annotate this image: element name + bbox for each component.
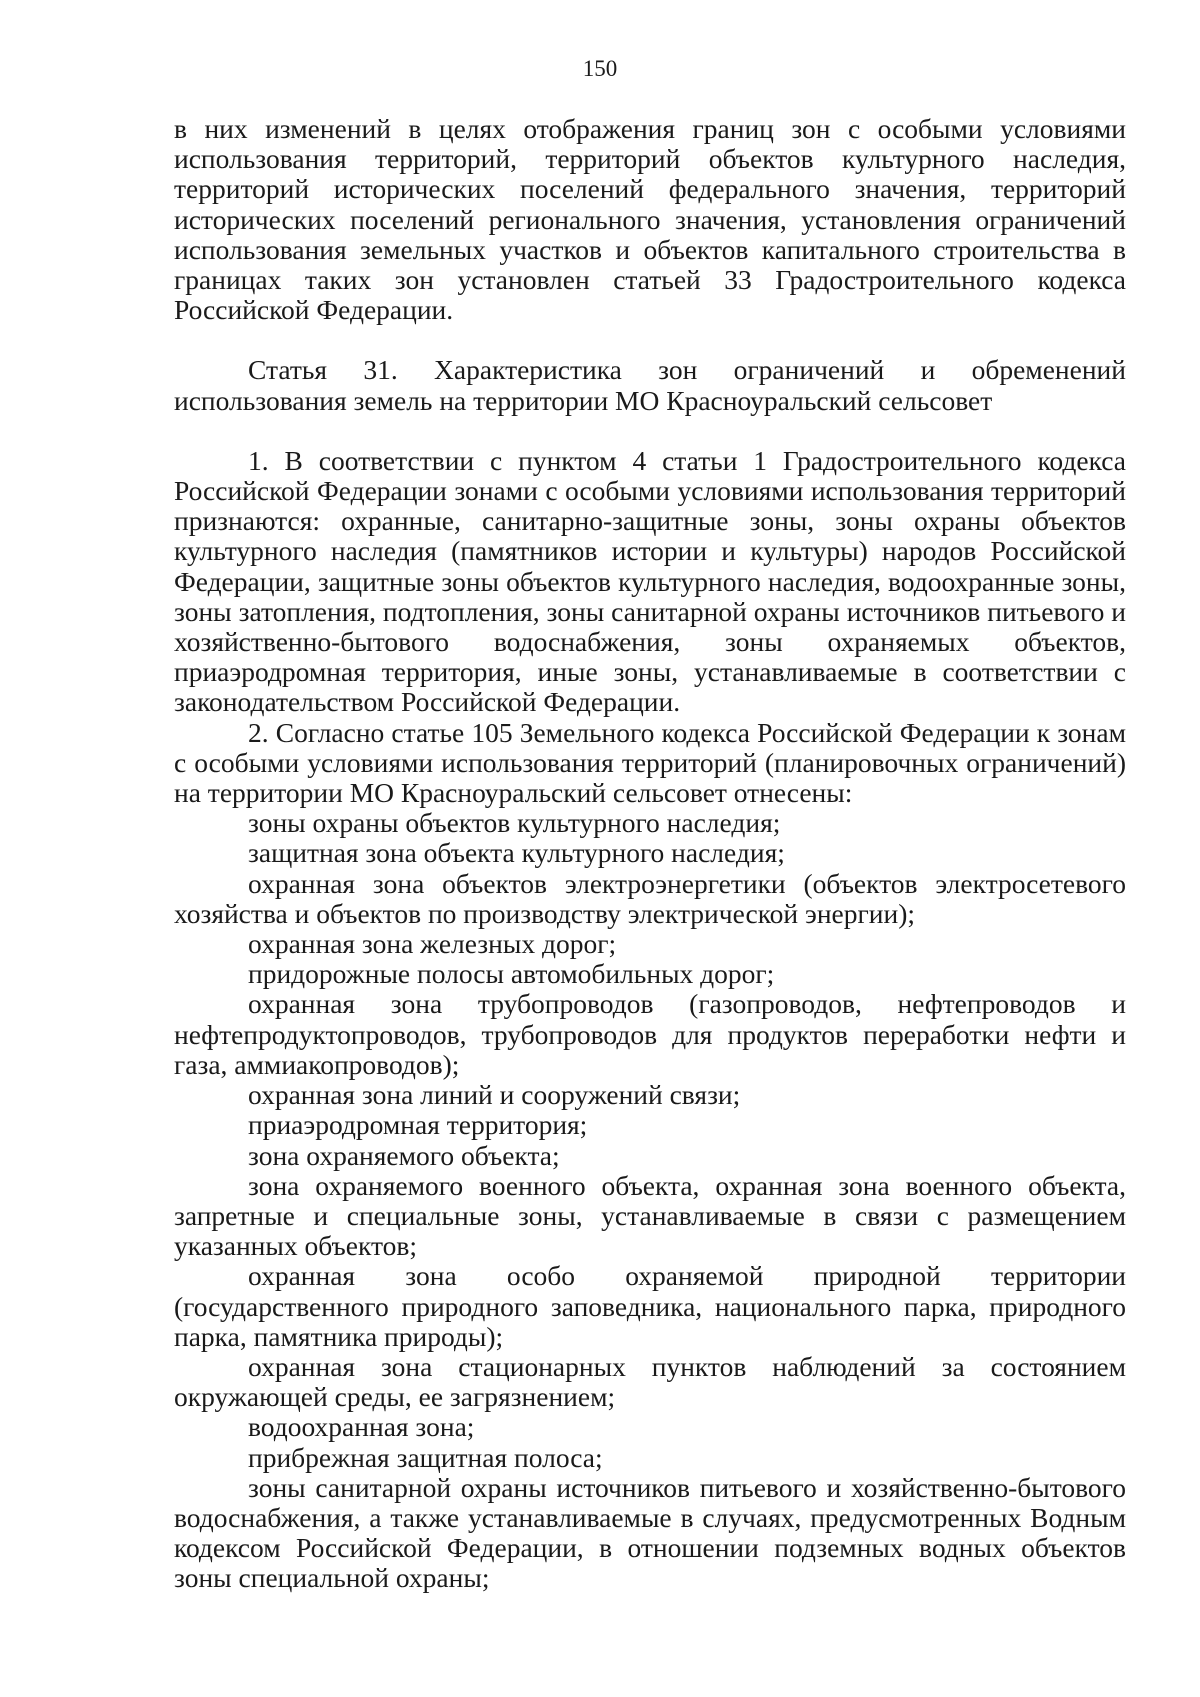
paragraph-continuation: в них изменений в целях отображения границ зон с особыми условиями использования территорий, территорий объектов культурного наследия, территорий исторических поселений федерального значения, территорий исторических поселений регионального значения, установления ограничений использования земельных участков и объектов капитального строительства в границах таких зон установлен статьей 33 Градостроительного кодекса Российской Федерации. <box>174 113 1126 326</box>
document-body <box>174 114 1126 1594</box>
list-item: охранная зона объектов электроэнергетики (объектов электросетевого хозяйства и объектов по производству электрической энергии); <box>174 867 1126 929</box>
list-item: прибрежная защитная полоса; <box>248 1441 603 1473</box>
paragraph-item-2: 2. Согласно статье 105 Земельного кодекса Российской Федерации к зонам с особыми условиями использования территорий (планировочных ограничений) на территории МО Красноуральский сельсовет отнесены: <box>174 716 1126 809</box>
list-item: зона охраняемого объекта; <box>248 1139 560 1171</box>
list-item: охранная зона железных дорог; <box>248 928 617 960</box>
article-heading: Статья 31. Характеристика зон ограничений и обременений использования земель на территории МО Красноуральский сельсовет <box>174 354 1126 416</box>
list-item: охранная зона особо охраняемой природной территории (государственного природного заповедника, национального парка, природного парка, памятника природы); <box>174 1260 1126 1352</box>
paragraph-item-1: 1. В соответствии с пунктом 4 статьи 1 Градостроительного кодекса Российской Федерации зонами с особыми условиями использования территорий признаются: охранные, санитарно-защитные зоны, зоны охраны объектов культурного наследия (памятников истории и культуры) народов Российской Федерации, защитные зоны объектов культурного наследия, водоохранные зоны, зоны затопления, подтопления, зоны санитарной охраны источников питьевого и хозяйственно-бытового водоснабжения, зоны охраняемых объектов, приаэродромная территория, иные зоны, устанавливаемые в соответствии с законодательством Российской Федерации. <box>174 444 1126 718</box>
list-item: водоохранная зона; <box>248 1411 475 1443</box>
list-item: охранная зона стационарных пунктов наблюдений за состоянием окружающей среды, ее загрязнением; <box>174 1350 1126 1413</box>
list-item: придорожные полосы автомобильных дорог; <box>248 958 775 990</box>
list-item: зоны санитарной охраны источников питьевого и хозяйственно-бытового водоснабжения, а также устанавливаемые в случаях, предусмотренных Водным кодексом Российской Федерации, в отношении подземных водных объектов зоны специальной охраны; <box>174 1471 1126 1594</box>
list-item: охранная зона трубопроводов (газопроводов, нефтепроводов и нефтепродуктопроводов, трубопроводов для продуктов переработки нефти и газа, аммиакопроводов); <box>174 988 1126 1080</box>
list-item: приаэродромная территория; <box>248 1109 588 1141</box>
list-item: защитная зона объекта культурного наследия; <box>248 837 785 869</box>
list-item: зона охраняемого военного объекта, охранная зона военного объекта, запретные и специальные зоны, устанавливаемые в связи с размещением указанных объектов; <box>174 1169 1126 1262</box>
list-item: зоны охраны объектов культурного наследия; <box>248 807 781 839</box>
page-number: 150 <box>582 56 618 81</box>
list-item: охранная зона линий и сооружений связи; <box>248 1079 741 1111</box>
